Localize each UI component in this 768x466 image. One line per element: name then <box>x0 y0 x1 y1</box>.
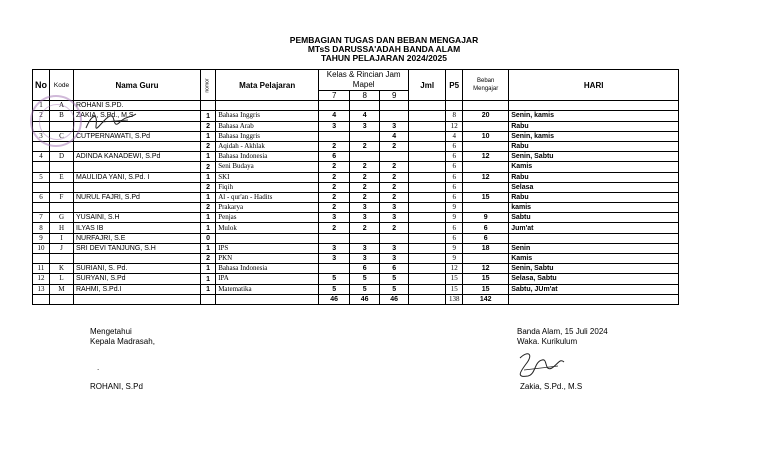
cell-p5: 8 <box>446 111 463 121</box>
table-row <box>33 254 679 264</box>
table-row <box>33 223 679 233</box>
cell-nama: ZAKIA, S.Pd., M.S <box>74 111 201 121</box>
cell-p5: 6 <box>446 192 463 202</box>
cell-hari: Kamis <box>509 254 679 264</box>
cell-k9: 3 <box>380 254 409 264</box>
cell-no: 1 <box>33 101 50 111</box>
cell-hari: kamis <box>509 203 679 213</box>
cell-nama <box>74 162 201 172</box>
cell-nama <box>74 254 201 264</box>
total-nama <box>74 294 201 304</box>
cell-p5: 6 <box>446 152 463 162</box>
cell-jml <box>409 182 446 192</box>
cell-k8: 3 <box>350 121 380 131</box>
cell-nomor: 1 <box>201 284 216 294</box>
title-line-2: MTsS DARUSSA'ADAH BANDA ALAM <box>307 44 461 54</box>
cell-k9: 4 <box>380 131 409 141</box>
cell-nomor: 1 <box>201 172 216 182</box>
table-row <box>33 182 679 192</box>
table-row <box>33 264 679 274</box>
cell-no <box>33 182 50 192</box>
cell-mapel: Al - qur'an - Hadits <box>216 192 319 202</box>
cell-nama: ILYAS IB <box>74 223 201 233</box>
cell-kode: B <box>50 111 74 121</box>
cell-hari: Senin, Sabtu <box>509 264 679 274</box>
cell-beban <box>463 141 509 151</box>
cell-p5: 15 <box>446 284 463 294</box>
cell-mapel: Prakarya <box>216 203 319 213</box>
cell-jml <box>409 192 446 202</box>
cell-p5: 6 <box>446 162 463 172</box>
cell-no <box>33 203 50 213</box>
cell-k8: 2 <box>350 182 380 192</box>
cell-kode: E <box>50 172 74 182</box>
cell-nomor: 1 <box>201 111 216 121</box>
cell-kode <box>50 203 74 213</box>
signature-waka <box>514 348 570 384</box>
col-no: No <box>33 70 50 101</box>
cell-kode: D <box>50 152 74 162</box>
cell-hari: Rabu <box>509 172 679 182</box>
cell-nomor: 0 <box>201 233 216 243</box>
table-row <box>33 274 679 284</box>
table-row <box>33 192 679 202</box>
cell-mapel: Seni Budaya <box>216 162 319 172</box>
cell-mapel: Bahasa Inggris <box>216 131 319 141</box>
total-jml <box>409 294 446 304</box>
cell-k7: 3 <box>319 213 350 223</box>
cell-beban: 15 <box>463 284 509 294</box>
cell-nama <box>74 203 201 213</box>
cell-jml <box>409 254 446 264</box>
cell-mapel: Bahasa Inggris <box>216 111 319 121</box>
col-beban: Beban Mengajar <box>463 70 509 101</box>
cell-beban: 12 <box>463 152 509 162</box>
col-kelas-9: 9 <box>380 91 409 101</box>
cell-beban <box>463 162 509 172</box>
cell-jml <box>409 152 446 162</box>
cell-k8: 3 <box>350 243 380 253</box>
cell-beban: 6 <box>463 223 509 233</box>
cell-k8: 5 <box>350 274 380 284</box>
cell-nama: ADINDA KANADEWI, S.Pd <box>74 152 201 162</box>
teaching-load-table <box>32 69 679 305</box>
total-mapel <box>216 294 319 304</box>
cell-jml <box>409 121 446 131</box>
cell-mapel: Aqidah - Akhlak <box>216 141 319 151</box>
cell-p5: 9 <box>446 203 463 213</box>
cell-beban: 6 <box>463 233 509 243</box>
cell-hari: Rabu <box>509 121 679 131</box>
cell-jml <box>409 162 446 172</box>
cell-k9: 2 <box>380 141 409 151</box>
cell-mapel: Mulok <box>216 223 319 233</box>
cell-jml <box>409 101 446 111</box>
cell-no: 10 <box>33 243 50 253</box>
cell-k7: 3 <box>319 254 350 264</box>
cell-nama: RAHMI, S.Pd.I <box>74 284 201 294</box>
cell-hari: Senin, kamis <box>509 111 679 121</box>
cell-k7: 2 <box>319 223 350 233</box>
total-nomor <box>201 294 216 304</box>
cell-k7: 6 <box>319 152 350 162</box>
cell-jml <box>409 141 446 151</box>
cell-beban: 15 <box>463 192 509 202</box>
cell-beban: 18 <box>463 243 509 253</box>
cell-k9: 3 <box>380 121 409 131</box>
cell-mapel <box>216 233 319 243</box>
cell-hari: Senin, Sabtu <box>509 152 679 162</box>
cell-k8: 4 <box>350 111 380 121</box>
total-beban: 142 <box>463 294 509 304</box>
cell-nomor: 2 <box>201 162 216 172</box>
col-jml: Jml <box>409 70 446 101</box>
cell-kode: F <box>50 192 74 202</box>
cell-p5: 6 <box>446 172 463 182</box>
cell-mapel: Bahasa Indonesia <box>216 264 319 274</box>
col-kelas-8: 8 <box>350 91 380 101</box>
cell-mapel: Matematika <box>216 284 319 294</box>
cell-p5: 6 <box>446 223 463 233</box>
cell-hari <box>509 233 679 243</box>
cell-no: 4 <box>33 152 50 162</box>
cell-beban <box>463 203 509 213</box>
col-nama-guru: Nama Guru <box>74 70 201 101</box>
cell-nomor <box>201 101 216 111</box>
footer-right-date: Banda Alam, 15 Juli 2024 <box>517 327 608 336</box>
cell-k8: 3 <box>350 203 380 213</box>
table-row <box>33 172 679 182</box>
table-row <box>33 284 679 294</box>
cell-k9: 5 <box>380 274 409 284</box>
cell-k9: 2 <box>380 182 409 192</box>
cell-kode: K <box>50 264 74 274</box>
cell-jml <box>409 111 446 121</box>
cell-k9: 3 <box>380 243 409 253</box>
cell-k7: 5 <box>319 274 350 284</box>
cell-jml <box>409 172 446 182</box>
cell-hari: Senin <box>509 243 679 253</box>
cell-nomor: 2 <box>201 254 216 264</box>
cell-nama <box>74 182 201 192</box>
cell-k8: 2 <box>350 141 380 151</box>
footer-right-title: Waka. Kurikulum <box>517 337 578 346</box>
cell-beban: 12 <box>463 264 509 274</box>
cell-k9: 2 <box>380 223 409 233</box>
title-line-3: TAHUN PELAJARAN 2024/2025 <box>321 53 447 63</box>
cell-p5 <box>446 101 463 111</box>
cell-hari: Selasa, Sabtu <box>509 274 679 284</box>
cell-mapel: PKN <box>216 254 319 264</box>
cell-jml <box>409 203 446 213</box>
cell-hari: Sabtu <box>509 213 679 223</box>
cell-kode: A <box>50 101 74 111</box>
cell-k8 <box>350 101 380 111</box>
cell-nomor: 1 <box>201 192 216 202</box>
cell-no: 2 <box>33 111 50 121</box>
cell-nomor: 1 <box>201 213 216 223</box>
cell-k9: 6 <box>380 264 409 274</box>
table-row <box>33 203 679 213</box>
cell-k8: 2 <box>350 172 380 182</box>
cell-no: 9 <box>33 233 50 243</box>
cell-nama: MAULIDA YANI, S.Pd. I <box>74 172 201 182</box>
table-row <box>33 233 679 243</box>
cell-mapel: Bahasa Indonesia <box>216 152 319 162</box>
signature-kepala <box>82 108 142 136</box>
cell-nomor: 2 <box>201 141 216 151</box>
col-mata-pelajaran: Mata Pelajaran <box>216 70 319 101</box>
cell-k8 <box>350 152 380 162</box>
cell-mapel: Bahasa Arab <box>216 121 319 131</box>
cell-nama: NURFAJRI, S.E <box>74 233 201 243</box>
cell-p5: 4 <box>446 131 463 141</box>
cell-nama <box>74 141 201 151</box>
cell-k9: 2 <box>380 162 409 172</box>
total-p5: 138 <box>446 294 463 304</box>
total-k8: 46 <box>350 294 380 304</box>
cell-k8: 5 <box>350 284 380 294</box>
cell-beban: 15 <box>463 274 509 284</box>
cell-jml <box>409 284 446 294</box>
cell-kode: C <box>50 131 74 141</box>
cell-nomor: 1 <box>201 243 216 253</box>
cell-k7: 2 <box>319 141 350 151</box>
cell-mapel: Fiqih <box>216 182 319 192</box>
cell-p5: 6 <box>446 233 463 243</box>
cell-beban <box>463 101 509 111</box>
cell-no: 8 <box>33 223 50 233</box>
cell-nomor: 1 <box>201 223 216 233</box>
col-kode: Kode <box>50 70 74 101</box>
cell-p5: 9 <box>446 243 463 253</box>
cell-k8: 3 <box>350 213 380 223</box>
footer-left-kepala: Kepala Madrasah, <box>90 337 155 346</box>
title-line-1: PEMBAGIAN TUGAS DAN BEBAN MENGAJAR <box>289 35 479 45</box>
cell-k7: 2 <box>319 162 350 172</box>
cell-p5: 12 <box>446 121 463 131</box>
cell-nomor: 2 <box>201 182 216 192</box>
cell-hari: Kamis <box>509 162 679 172</box>
cell-no: 12 <box>33 274 50 284</box>
cell-mapel: SKI <box>216 172 319 182</box>
cell-kode: L <box>50 274 74 284</box>
cell-no <box>33 254 50 264</box>
cell-kode: M <box>50 284 74 294</box>
cell-nama: NURUL FAJRI, S.Pd <box>74 192 201 202</box>
cell-nama: SURIANI, S. Pd. <box>74 264 201 274</box>
col-kelas-7: 7 <box>319 91 350 101</box>
cell-jml <box>409 274 446 284</box>
col-hari: HARI <box>509 70 679 101</box>
cell-p5: 15 <box>446 274 463 284</box>
cell-p5: 6 <box>446 141 463 151</box>
cell-kode <box>50 182 74 192</box>
cell-kode: J <box>50 243 74 253</box>
cell-k8 <box>350 131 380 141</box>
cell-jml <box>409 264 446 274</box>
cell-no <box>33 162 50 172</box>
total-hari <box>509 294 679 304</box>
total-k7: 46 <box>319 294 350 304</box>
cell-k7: 2 <box>319 182 350 192</box>
totals-row <box>33 294 679 304</box>
cell-nomor: 1 <box>201 264 216 274</box>
cell-mapel: IPS <box>216 243 319 253</box>
col-p5: P5 <box>446 70 463 101</box>
table-row <box>33 243 679 253</box>
cell-k7 <box>319 233 350 243</box>
cell-hari: Selasa <box>509 182 679 192</box>
cell-k7: 3 <box>319 243 350 253</box>
cell-k8 <box>350 233 380 243</box>
cell-k9 <box>380 101 409 111</box>
cell-hari: Jum'at <box>509 223 679 233</box>
cell-k7: 2 <box>319 172 350 182</box>
cell-k9: 5 <box>380 284 409 294</box>
cell-hari: Rabu <box>509 141 679 151</box>
cell-k8: 2 <box>350 162 380 172</box>
cell-k9 <box>380 152 409 162</box>
table-row <box>33 141 679 151</box>
cell-nama: SURYANI, S.Pd <box>74 274 201 284</box>
cell-jml <box>409 243 446 253</box>
cell-nomor: 1 <box>201 131 216 141</box>
cell-jml <box>409 223 446 233</box>
cell-beban: 20 <box>463 111 509 121</box>
cell-beban: 9 <box>463 213 509 223</box>
table-row <box>33 162 679 172</box>
cell-nama: YUSAINI, S.H <box>74 213 201 223</box>
cell-k7: 3 <box>319 121 350 131</box>
cell-p5: 6 <box>446 182 463 192</box>
cell-beban: 10 <box>463 131 509 141</box>
cell-k8: 2 <box>350 223 380 233</box>
table-row <box>33 213 679 223</box>
cell-no: 3 <box>33 131 50 141</box>
cell-kode: G <box>50 213 74 223</box>
school-stamp <box>30 95 82 147</box>
cell-k8: 6 <box>350 264 380 274</box>
col-nomor: nomor <box>201 70 216 101</box>
cell-k7: 4 <box>319 111 350 121</box>
cell-k7 <box>319 101 350 111</box>
cell-nama: ROHANI S.PD. <box>74 101 201 111</box>
cell-k7 <box>319 264 350 274</box>
cell-k7: 5 <box>319 284 350 294</box>
cell-k9: 3 <box>380 213 409 223</box>
cell-k9: 2 <box>380 172 409 182</box>
cell-k9 <box>380 111 409 121</box>
cell-k9 <box>380 233 409 243</box>
cell-beban <box>463 254 509 264</box>
footer-left-name: ROHANI, S.Pd <box>90 382 143 391</box>
cell-jml <box>409 213 446 223</box>
cell-no: 5 <box>33 172 50 182</box>
cell-beban <box>463 182 509 192</box>
cell-nomor: 1 <box>201 152 216 162</box>
cell-mapel: Penjas <box>216 213 319 223</box>
cell-hari: Senin, kamis <box>509 131 679 141</box>
total-k9: 46 <box>380 294 409 304</box>
cell-nama: SRI DEVI TANJUNG, S.H <box>74 243 201 253</box>
cell-mapel: IPA <box>216 274 319 284</box>
cell-mapel <box>216 101 319 111</box>
cell-jml <box>409 233 446 243</box>
cell-no: 7 <box>33 213 50 223</box>
cell-p5: 9 <box>446 254 463 264</box>
cell-beban: 12 <box>463 172 509 182</box>
cell-no: 6 <box>33 192 50 202</box>
footer-left-dot: . <box>97 363 100 372</box>
cell-p5: 9 <box>446 213 463 223</box>
cell-no: 13 <box>33 284 50 294</box>
col-kelas: Kelas & Rincian Jam Mapel <box>319 70 409 91</box>
cell-nomor: 1 <box>201 274 216 284</box>
total-no <box>33 294 50 304</box>
cell-beban <box>463 121 509 131</box>
cell-kode <box>50 162 74 172</box>
cell-k7: 2 <box>319 203 350 213</box>
cell-jml <box>409 131 446 141</box>
cell-nomor: 2 <box>201 121 216 131</box>
footer-left-mengetahui: Mengetahui <box>90 327 132 336</box>
cell-hari: Sabtu, JUm'at <box>509 284 679 294</box>
cell-kode: I <box>50 233 74 243</box>
footer-right-name: Zakia, S.Pd., M.S <box>520 382 583 391</box>
cell-kode <box>50 254 74 264</box>
cell-hari: Rabu <box>509 192 679 202</box>
cell-k7: 2 <box>319 192 350 202</box>
cell-k9: 3 <box>380 203 409 213</box>
cell-k7 <box>319 131 350 141</box>
cell-k8: 3 <box>350 254 380 264</box>
cell-k9: 2 <box>380 192 409 202</box>
cell-k8: 2 <box>350 192 380 202</box>
cell-nama: CUTPERNAWATI, S.Pd <box>74 131 201 141</box>
cell-p5: 12 <box>446 264 463 274</box>
cell-kode: H <box>50 223 74 233</box>
table-row <box>33 152 679 162</box>
cell-hari <box>509 101 679 111</box>
cell-nomor: 2 <box>201 203 216 213</box>
total-kode <box>50 294 74 304</box>
cell-no: 11 <box>33 264 50 274</box>
